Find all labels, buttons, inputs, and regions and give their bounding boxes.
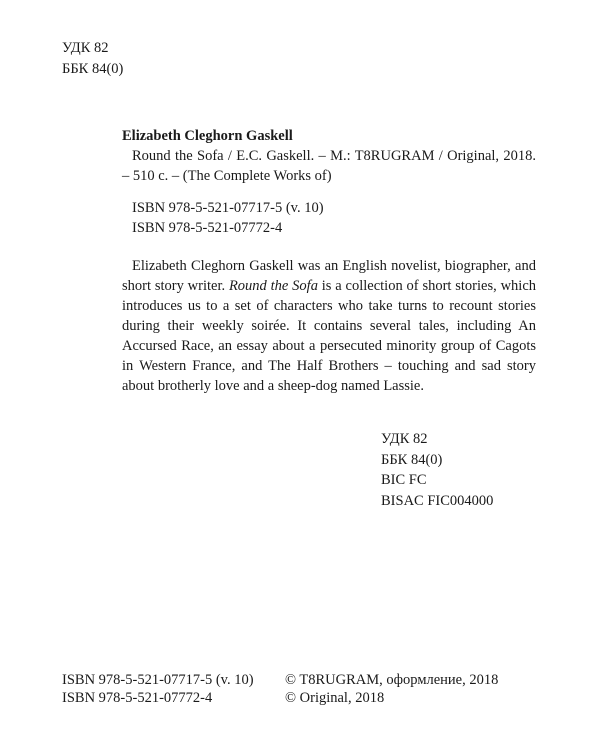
- annotation-text-1: Elizabeth Cleghorn Gaskell was an English novelist, biographer, and short story writer.: [122, 258, 536, 294]
- footer-isbn-list: [62, 671, 254, 707]
- footer-isbn-series: ISBN 978-5-521-07772-4: [62, 690, 213, 706]
- right-classification-codes: [381, 429, 493, 511]
- footer-copyright: [285, 671, 498, 707]
- annotation-text-2: is a collection of short stories, which introduces us to a set of characters who take turns to recount stories during their weekly soirée. It contains several tales, including An Accursed Race, an essay about a persecuted minority group of Cagots in Western France, and The Half Brothers – touching and sad story about brotherly love and a sheep-dog named Lassie.: [122, 278, 537, 394]
- record-description: Round the Sofa / E.C. Gaskell. – M.: T8RUGRAM / Original, 2018. – 510 с. – (The Complete Works of): [122, 148, 536, 184]
- annotation-book-title: Round the Sofa: [228, 278, 318, 294]
- isbn-series: ISBN 978-5-521-07772-4: [132, 220, 283, 236]
- isbn-volume: ISBN 978-5-521-07717-5 (v. 10): [132, 200, 324, 216]
- bbk-code-right: ББК 84(0): [381, 451, 443, 468]
- annotation-paragraph: [122, 256, 536, 396]
- author-name: Elizabeth Cleghorn Gaskell: [122, 128, 293, 144]
- isbn-block: [122, 198, 536, 238]
- top-classification-codes: [62, 38, 123, 80]
- udk-code-right: УДК 82: [381, 431, 428, 447]
- bisac-code: BISAC FIC004000: [381, 492, 494, 509]
- bic-code: BIC FC: [381, 472, 427, 488]
- bbk-code: ББК 84(0): [62, 61, 124, 77]
- footer-isbn-volume: ISBN 978-5-521-07717-5 (v. 10): [62, 672, 254, 688]
- udk-code: УДК 82: [62, 40, 109, 56]
- copyright-original: © Original, 2018: [285, 690, 385, 706]
- bibliographic-record: [122, 126, 536, 238]
- copyright-design: © T8RUGRAM, оформление, 2018: [285, 672, 499, 688]
